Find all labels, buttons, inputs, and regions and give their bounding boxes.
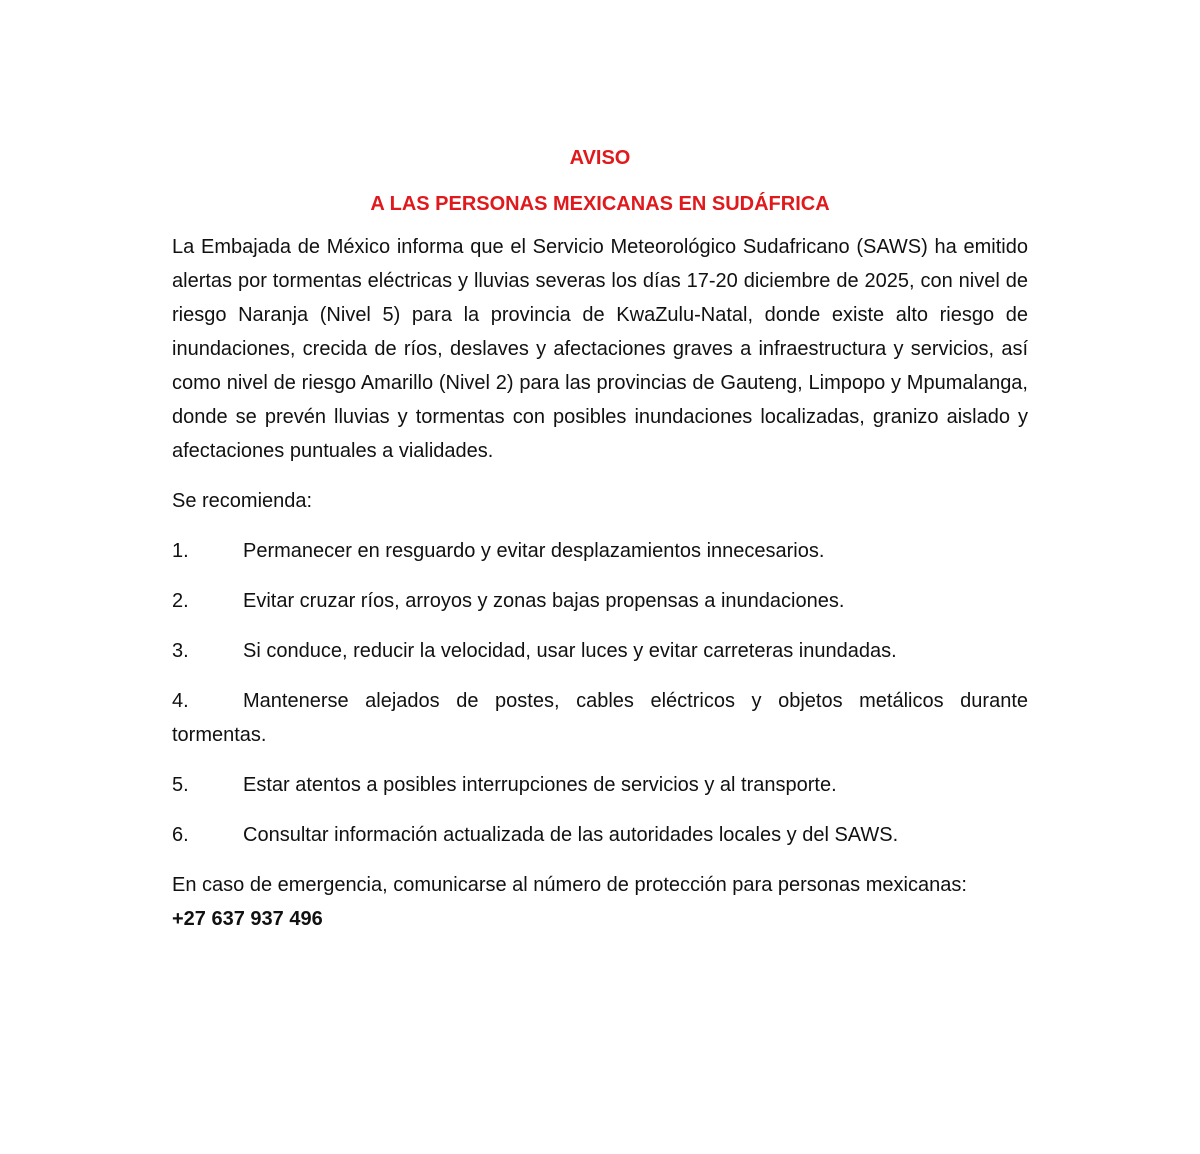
notice-document (172, 142, 1028, 936)
list-item (172, 818, 1028, 852)
notice-title: AVISO (569, 147, 631, 169)
emergency-text: En caso de emergencia, comunicarse al número de protección para personas mexicanas: (172, 874, 967, 896)
list-item (172, 584, 1028, 618)
emergency-phone: +27 637 937 496 (172, 908, 323, 930)
list-item-text: Estar atentos a posibles interrupciones de servicios y al transporte. (243, 774, 837, 796)
list-item-number: 5. (172, 774, 189, 796)
list-item (172, 684, 1028, 752)
list-item-text: Evitar cruzar ríos, arroyos y zonas bajas propensas a inundaciones. (243, 590, 845, 612)
list-item-text: Mantenerse alejados de postes, cables eléctricos y objetos metálicos durante tormentas. (172, 690, 1028, 746)
list-item-number: 6. (172, 824, 189, 846)
list-item-text: Consultar información actualizada de las autoridades locales y del SAWS. (243, 824, 899, 846)
list-item (172, 768, 1028, 802)
list-item (172, 534, 1028, 568)
list-item-number: 2. (172, 590, 189, 612)
list-item-number: 4. (172, 690, 189, 712)
list-item-number: 1. (172, 540, 189, 562)
notice-subtitle: A LAS PERSONAS MEXICANAS EN SUDÁFRICA (370, 193, 830, 215)
list-item-number: 3. (172, 640, 189, 662)
list-item (172, 634, 1028, 668)
intro-paragraph: La Embajada de México informa que el Servicio Meteorológico Sudafricano (SAWS) ha emitido alertas por tormentas eléctricas y lluvias severas los días 17-20 diciembre de 2025, con nivel de riesgo Naranja (Nivel 5) para la provincia de KwaZulu-Natal, donde existe alto riesgo de inundaciones, crecida de ríos, deslaves y afectaciones graves a infraestructura y servicios, así como nivel de riesgo Amarillo (Nivel 2) para las provincias de Gauteng, Limpopo y Mpumalanga, donde se prevén lluvias y tormentas con posibles inundaciones localizadas, granizo aislado y afectaciones puntuales a vialidades. (172, 236, 1028, 462)
list-item-text: Permanecer en resguardo y evitar desplazamientos innecesarios. (243, 540, 825, 562)
recommendation-list (172, 534, 1028, 852)
recommend-lead: Se recomienda: (172, 490, 313, 512)
list-item-text: Si conduce, reducir la velocidad, usar luces y evitar carreteras inundadas. (243, 640, 897, 662)
